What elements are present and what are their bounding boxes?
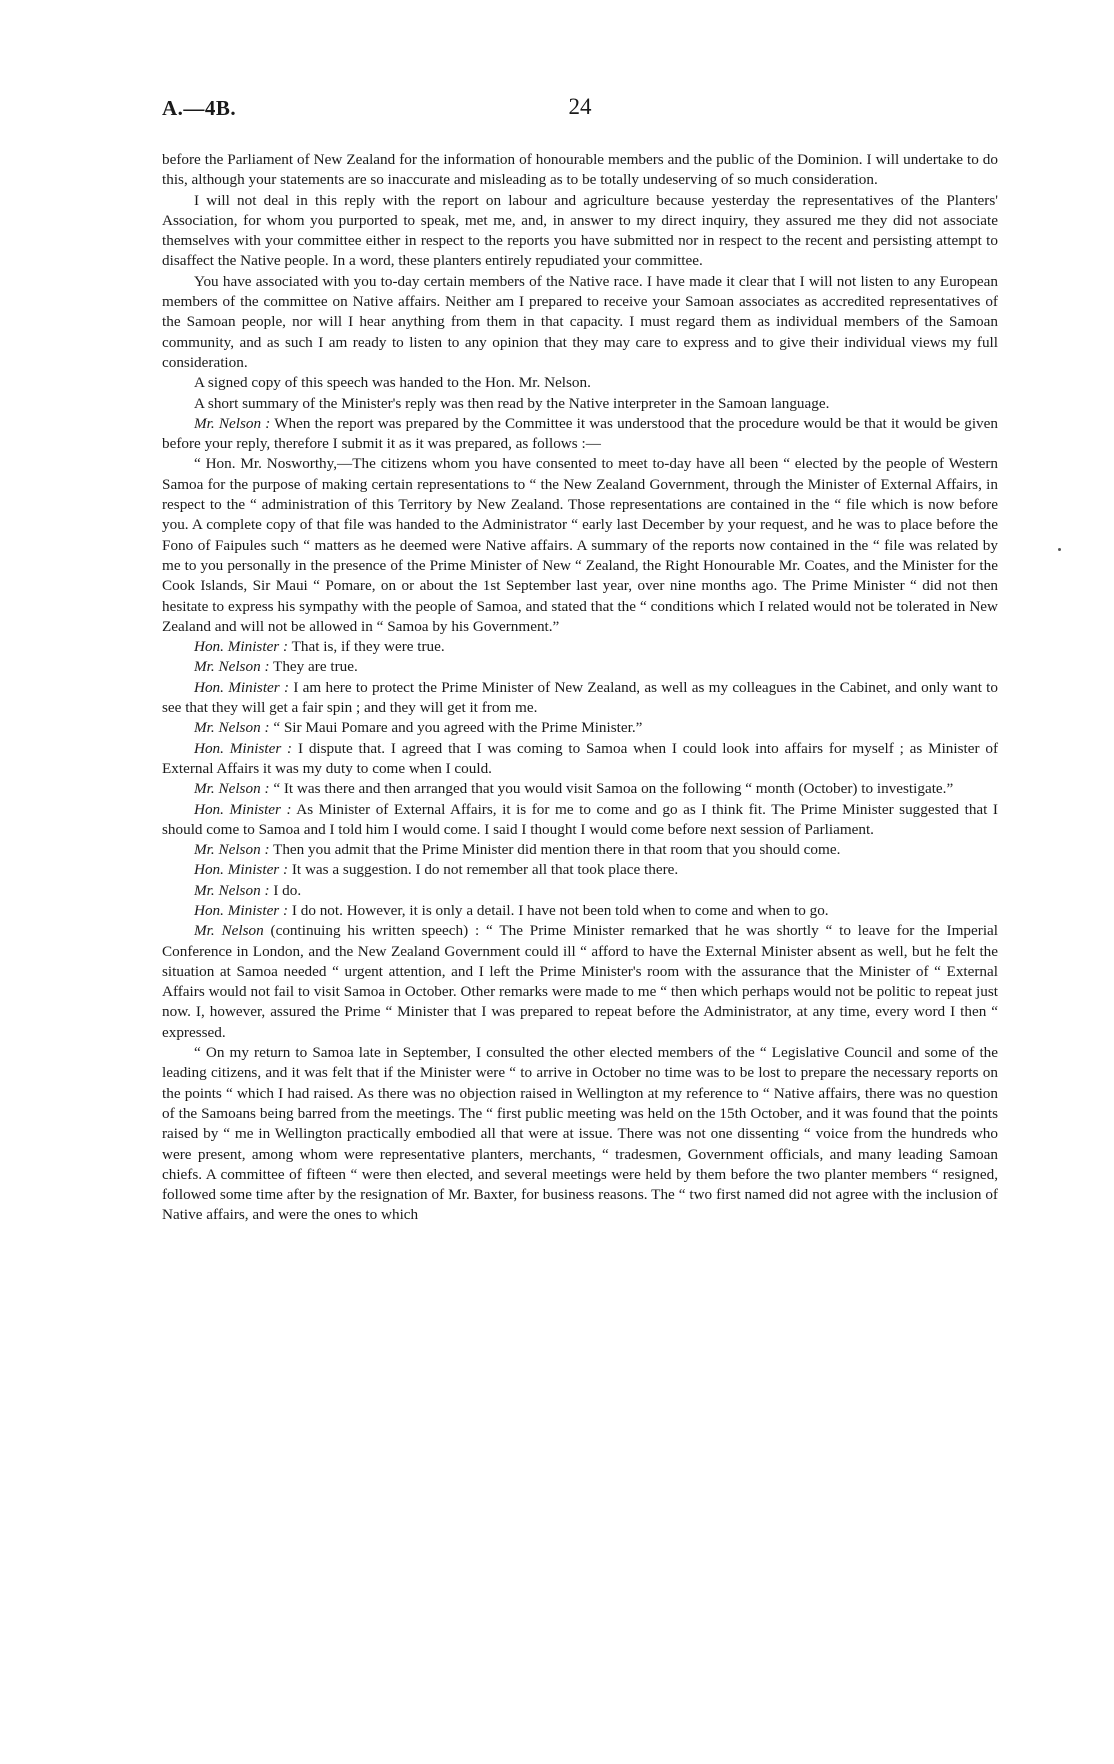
body-text <box>162 150 998 1226</box>
paragraph <box>162 800 998 841</box>
paragraph <box>162 150 998 191</box>
speaker-label: Hon. Minister : <box>194 901 289 919</box>
speaker-label: Hon. Minister : <box>194 861 289 879</box>
paragraph <box>162 637 998 657</box>
paragraph-text: I am here to protect the Prime Minister of New Zealand, as well as my colleagues in the Cabinet, and only want to see that they will get a fair spin ; and they will get it from me. <box>162 678 998 717</box>
paragraph-text: “ Sir Maui Pomare and you agreed with the Prime Minister.” <box>273 719 643 737</box>
paragraph <box>162 739 998 780</box>
paragraph-text: “ It was there and then arranged that you would visit Samoa on the following “ month (October) to investigate.” <box>273 780 954 798</box>
paragraph <box>162 881 998 901</box>
paragraph <box>162 394 998 414</box>
paragraph-text: “ Hon. Mr. Nosworthy,—The citizens whom you have consented to meet to-day have all been “ elected by the people of Western Samoa for the purpose of making certain representations to “ the New Zealand Government, through the Minister of External Affairs, in respect to the “ administration of this Territory by New Zealand. Those representations are contained in the “ file which is now before you. A complete copy of that file was handed to the Administrator “ early last December by your request, and he was to place before the Fono of Faipules such “ matters as he deemed were Native affairs. A summary of the reports now contained in the “ file was related by me to you personally in the presence of the Prime Minister of New “ Zealand, the Right Honourable Mr. Coates, and the Minister for the Cook Islands, Sir Maui “ Pomare, on or about the 1st September last year, over nine months ago. The Prime Minister “ did not then hesitate to express his sympathy with the people of Samoa, and stated that the “ conditions which I related would not be tolerated in New Zealand and will not be allowed in “ Samoa by his Government.” <box>162 455 998 635</box>
paragraph <box>162 414 998 455</box>
speaker-label: Hon. Minister : <box>194 678 290 696</box>
speaker-label: Mr. Nelson : <box>194 780 270 798</box>
paragraph-text: A short summary of the Minister's reply was then read by the Native interpreter in the Samoan language. <box>194 394 830 412</box>
paragraph <box>162 1043 998 1226</box>
paragraph <box>162 373 998 393</box>
speaker-label: Mr. Nelson <box>194 922 264 940</box>
paragraph <box>162 191 998 272</box>
paragraph-text: That is, if they were true. <box>291 638 445 656</box>
paragraph <box>162 921 998 1043</box>
speaker-label: Hon. Minister : <box>194 800 292 818</box>
paragraph-text: When the report was prepared by the Committee it was understood that the procedure would be that it would be given before your reply, therefore I submit it as it was prepared, as follows :— <box>162 414 998 453</box>
paragraph <box>162 678 998 719</box>
paragraph-text: I dispute that. I agreed that I was coming to Samoa when I could look into affairs for myself ; as Minister of External Affairs it was my duty to come when I could. <box>162 739 999 777</box>
paragraph-text: They are true. <box>273 658 358 676</box>
document-reference: A.—4B. <box>162 96 237 120</box>
paragraph-text: before the Parliament of New Zealand for the information of honourable members and the public of the Dominion. I will undertake to do this, although your statements are so inaccurate and misleading as to be totally undeserving of so much consideration. <box>162 151 998 189</box>
paragraph <box>162 272 998 373</box>
speaker-label: Mr. Nelson : <box>194 881 270 899</box>
paragraph-text: “ On my return to Samoa late in September, I consulted the other elected members of the “ Legislative Council and some of the leading citizens, and it was felt that if the Minister were “ to arrive in October no time was to be lost to prepare the necessary reports on the points “ which I had raised. As there was no objection raised in Wellington at my reference to “ Native affairs, there was no question of the Samoans being barred from the meetings. The “ first public meeting was held on the 15th October, and it was found that the points raised by “ me in Wellington practically embodied all that were at issue. There was not one dissenting “ voice from the hundreds who were present, among whom were representative planters, merchants, “ tradesmen, Government officials, and many leading Samoan chiefs. A committee of fifteen “ were then elected, and several meetings were held by them before the two planter members “ resigned, followed some time after by the resignation of Mr. Baxter, for business reasons. The “ two first named did not agree with the inclusion of Native affairs, and were the ones to which <box>162 1044 998 1224</box>
paragraph <box>162 779 998 799</box>
paragraph-text: As Minister of External Affairs, it is for me to come and go as I think fit. The Prime Minister suggested that I should come to Samoa and I told him I would come. I said I thought I would come before next session of Parliament. <box>162 800 998 838</box>
speaker-label: Hon. Minister : <box>194 638 289 656</box>
paragraph-text: I do not. However, it is only a detail. I have not been told when to come and when to go. <box>291 901 829 919</box>
paragraph-text: It was a suggestion. I do not remember all that took place there. <box>291 861 679 879</box>
paragraph-text: I will not deal in this reply with the report on labour and agriculture because yesterday the representatives of the Planters' Association, for whom you purported to speak, met me, and, in answer to my direct inquiry, they assured me they did not associate themselves with your committee either in respect to the reports you have submitted nor in respect to the recent and persisting attempt to disaffect the Native people. In a word, these planters entirely repudiated your committee. <box>162 191 998 270</box>
paragraph <box>162 657 998 677</box>
paragraph-text: I do. <box>273 881 302 899</box>
speaker-label: Mr. Nelson : <box>194 841 270 859</box>
speaker-label: Mr. Nelson : <box>194 719 270 737</box>
page-number: 24 <box>568 94 592 119</box>
speaker-label: Mr. Nelson : <box>194 414 271 432</box>
margin-mark <box>1058 548 1061 551</box>
paragraph <box>162 860 998 880</box>
paragraph <box>162 454 998 637</box>
page-header <box>162 96 998 126</box>
speaker-label: Hon. Minister : <box>194 739 293 757</box>
paragraph <box>162 840 998 860</box>
paragraph-text: Then you admit that the Prime Minister did mention there in that room that you should come. <box>273 841 841 859</box>
speaker-label: Mr. Nelson : <box>194 658 270 676</box>
paragraph-text: You have associated with you to-day certain members of the Native race. I have made it clear that I will not listen to any European members of the committee on Native affairs. Neither am I prepared to receive your Samoan associates as accredited representatives of the Samoan people, nor will I hear anything from them in that capacity. I must regard them as individual members of the Samoan community, and as such I am ready to listen to any opinion that they may care to express and to give their individual views my full consideration. <box>162 272 998 371</box>
paragraph <box>162 901 998 921</box>
paragraph-text: A signed copy of this speech was handed to the Hon. Mr. Nelson. <box>194 374 591 392</box>
paragraph <box>162 718 998 738</box>
paragraph-text: (continuing his written speech) : “ The Prime Minister remarked that he was shortly “ to leave for the Imperial Conference in London, and the New Zealand Government could ill “ afford to have the External Minister absent as well, but he felt the situation at Samoa needed “ urgent attention, and I left the Prime Minister's room with the assurance that the Minister of “ External Affairs would not fail to visit Samoa in October. Other remarks were made to me “ then which perhaps would not be politic to repeat just now. I, however, assured the Prime “ Minister that I was prepared to repeat before the Administrator, at any time, every word I then “ expressed. <box>162 922 998 1041</box>
